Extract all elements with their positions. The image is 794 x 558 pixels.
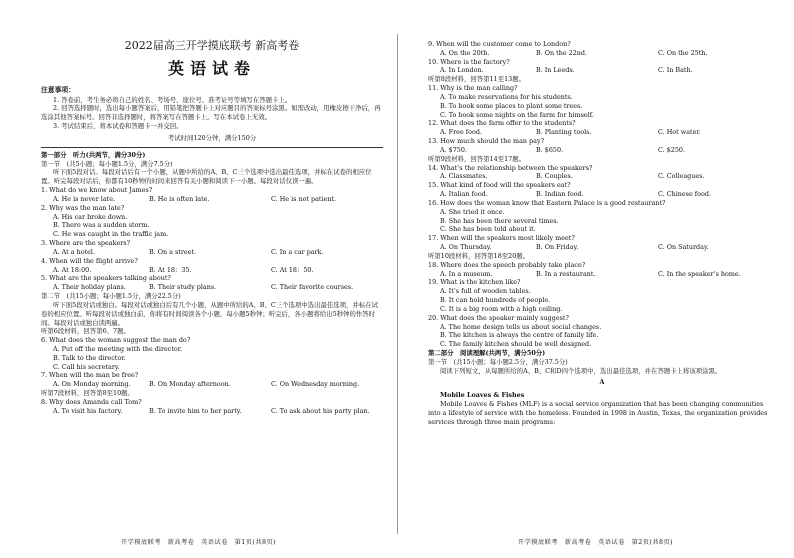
answer-option: A. $750. — [440, 145, 467, 154]
answer-option: C. Chinese food. — [658, 190, 711, 199]
exam-title: 2022届高三开学摸底联考 新高考卷 — [124, 39, 300, 52]
question — [41, 204, 383, 239]
notice-item: 3. 考试结束后，将本试卷和答题卡一并交回。 — [53, 122, 183, 131]
answer-option: C. On Wednesday morning. — [271, 380, 360, 389]
answer-option: C. To book some nights on the farm for himself. — [440, 110, 594, 119]
answer-option: B. To book some places to plant some trees. — [440, 101, 583, 110]
answer-option: C. In the speaker’s home. — [658, 269, 741, 278]
answer-option: C. Colleagues. — [658, 172, 705, 181]
answer-option: A. On Thursday. — [440, 243, 492, 252]
answer-option: C. He was caught in the traffic jam. — [53, 230, 169, 239]
answer-option: B. Their study plans. — [149, 283, 217, 292]
answer-option: A. He is never late. — [53, 194, 116, 203]
answer-option: B. On Monday afternoon. — [149, 380, 231, 389]
options-row — [428, 172, 776, 181]
options-row — [428, 49, 776, 58]
question-stem: 9. When will the customer come to London? — [428, 40, 571, 48]
question-stem: 15. What kind of food will the speakers eat? — [428, 181, 571, 190]
answer-option: A. To make reservations for his students. — [440, 92, 573, 101]
answer-option: B. At 18：35. — [149, 265, 192, 274]
question-stem: 14. What’s the relationship between the speakers? — [428, 163, 593, 172]
notice-block — [41, 86, 383, 143]
answer-option: C. Call his secretary. — [53, 362, 120, 371]
answer-option: B. On a street. — [149, 247, 197, 256]
options-row — [428, 146, 776, 155]
answer-option: A. The home design tells us about social changes. — [440, 322, 602, 331]
answer-option: C. On the 25th. — [658, 48, 708, 57]
question — [428, 164, 776, 182]
passage-title: Mobile Loaves & Fishes — [440, 391, 525, 400]
answer-option: C. Hot water. — [658, 128, 701, 137]
notice-item: 2. 回答选择题时，选出每小题答案后，用铅笔把答题卡上对应题目的答案标号涂黑。如需改动，用橡皮擦干净后，再选涂其他答案标号。回答非选择题时，将答案写在答题卡上。写在本试卷上无效。 — [41, 104, 381, 122]
question — [428, 199, 776, 234]
answer-option: A. Italian food. — [440, 190, 488, 199]
answer-option: B. On the 22nd. — [536, 48, 588, 57]
answer-option: C. On Saturday. — [658, 243, 709, 252]
page-right — [397, 0, 794, 558]
question-stem: 4. When will the flight arrive? — [41, 256, 138, 265]
answer-option: A. On Monday morning. — [53, 380, 131, 389]
question — [41, 398, 383, 416]
question-stem: 2. Why was the man late? — [41, 203, 125, 212]
dialog-instruction: 听第6段材料，回答第6、7题。 — [41, 327, 130, 336]
answer-option: B. It can hold hundreds of people. — [440, 296, 551, 305]
dialog-instruction: 听第9段材料，回答第14至17题。 — [428, 154, 526, 163]
answer-option: A. Put off the meeting with the director. — [53, 344, 183, 353]
answer-option: A. On the 20th. — [440, 48, 490, 57]
question-stem: 6. What does the woman suggest the man do? — [41, 336, 191, 345]
part2-heading: 第二部分 阅读理解(共两节，满分50分) — [428, 348, 546, 357]
answer-option: C. In a car park. — [271, 247, 324, 256]
options-row — [428, 66, 776, 75]
exam-info: 考试时间120分钟，满分150分 — [167, 133, 257, 142]
dialog-instruction: 听第7段材料，回答第8至10题。 — [41, 389, 134, 398]
answer-option: C. $250. — [658, 145, 686, 154]
question — [428, 314, 776, 349]
options-row — [428, 128, 776, 137]
answer-option: C. Their favorite courses. — [271, 283, 354, 292]
question — [41, 371, 383, 389]
question — [428, 261, 776, 279]
question-stem: 7. When will the man be free? — [41, 371, 139, 380]
answer-option: C. He is not patient. — [271, 194, 337, 203]
question — [428, 181, 776, 199]
answer-option: C. It is a big room with a high ceiling. — [440, 304, 563, 313]
section1-intro: 听下面5段对话。每段对话后有一个小题，从题中所给的A、B、C三个选项中选出最佳选项，并标在试卷的相应位置。听完每段对话后，你都有10秒钟的时间来回答有关小题和阅读下一小题。每段对话仅读一遍。 — [41, 168, 372, 186]
answer-option: C. To ask about his party plan. — [271, 406, 370, 415]
options-row — [41, 195, 383, 204]
answer-option: C. She has been told about it. — [440, 225, 536, 234]
answer-option: A. She tried it once. — [440, 207, 505, 216]
answer-option: B. Talk to the director. — [53, 353, 126, 362]
part2-intro: 阅读下列短文，从每题所给的A、B、C和D四个选项中，选出最佳选项，并在答题卡上将该项涂黑。 — [440, 366, 722, 375]
answer-option: A. It’s full of wooden tables. — [440, 287, 531, 296]
question-stem: 20. What does the speaker mainly suggest? — [428, 313, 569, 322]
passage-letter: A — [599, 378, 605, 387]
answer-option: C. The family kitchen should be well designed. — [440, 340, 592, 349]
answer-option: C. At 18：50. — [271, 265, 314, 274]
subject-title: 英语试卷 — [167, 59, 256, 79]
separator-line — [41, 147, 383, 148]
question-stem: 12. What does the farm offer to the students? — [428, 119, 576, 128]
question-stem: 17. When will the speakers most likely meet? — [428, 234, 575, 243]
options-row — [41, 248, 383, 257]
answer-option: B. Indian food. — [536, 190, 584, 199]
options-row — [41, 380, 383, 389]
page-footer: 开学摸底联考 新高考卷 英语试卷 第1页(共8页) — [120, 539, 277, 547]
options-row — [428, 243, 776, 252]
answer-option: B. On Friday. — [536, 243, 579, 252]
question-list — [41, 398, 383, 416]
question-stem: 8. Why does Amanda call Tom? — [41, 397, 142, 406]
question — [428, 40, 776, 58]
options-row — [41, 407, 383, 416]
section1-heading: 第一节 (共5小题；每小题1.5分，满分7.5分) — [41, 159, 173, 168]
question-stem: 10. Where is the factory? — [428, 57, 510, 66]
question — [428, 119, 776, 137]
answer-option: B. To invite him to her party. — [149, 406, 242, 415]
question-stem: 1. What do we know about James? — [41, 186, 153, 195]
answer-option: B. In Leeds. — [536, 66, 575, 75]
answer-option: A. Their holiday plans. — [53, 283, 126, 292]
options-row — [428, 270, 776, 279]
part1-heading: 第一部分 听力(共两节，满分30分) — [41, 150, 146, 159]
section2-intro: 听下面5段对话或独白。每段对话或独白后有几个小题，从题中所给的A、B、C三个选项中选出最佳选项，并标在试卷的相应位置。听每段对话或独白前，你将有时间阅读各个小题，每小题5秒钟；听完后，各小题将给出5秒钟的作答时间。每段对话或独白读两遍。 — [41, 300, 379, 327]
notice-item: 1. 答卷前，考生务必将自己的姓名、考场号、座位号、准考证号等填写在答题卡上。 — [53, 95, 292, 104]
notice-heading: 注意事项： — [41, 86, 75, 95]
options-row — [41, 266, 383, 275]
answer-option: A. In London. — [440, 66, 484, 75]
answer-option: B. Planting tools. — [536, 128, 592, 137]
answer-option: B. In a restaurant. — [536, 269, 596, 278]
question — [428, 278, 776, 313]
answer-option: B. She has been there several times. — [440, 216, 559, 225]
page-footer: 开学摸底联考 新高考卷 英语试卷 第2页(共8页) — [517, 539, 674, 547]
question-list — [41, 336, 383, 389]
question-stem: 19. What is the kitchen like? — [428, 278, 521, 287]
answer-option: A. Free food. — [440, 128, 482, 137]
question-stem: 18. Where does the speech probably take place? — [428, 260, 586, 269]
dialog-instruction: 听第10段材料，回答第18至20题。 — [428, 251, 530, 260]
question-stem: 11. Why is the man calling? — [428, 84, 518, 93]
question — [41, 186, 383, 204]
question-list — [41, 186, 383, 292]
answer-option: B. There was a sudden storm. — [53, 221, 150, 230]
question-stem: 16. How does the woman know that Eastern Palace is a good restaurant? — [428, 198, 666, 207]
question — [428, 234, 776, 252]
answer-option: B. He is often late. — [149, 194, 210, 203]
part2-section1-heading: 第一节 (共15小题；每小题2.5分，满分37.5分) — [428, 357, 568, 366]
passage-text: Mobile Loaves & Fishes (MLF) is a social service organization that has been changing communities into a lifestyle of service with the homeless. Founded in 1998 in Austin, Texas, the organization provides services through three main programs: — [428, 400, 768, 426]
answer-option: C. In Bath. — [658, 66, 693, 75]
answer-option: B. Couples. — [536, 172, 573, 181]
question — [428, 84, 776, 119]
options-row — [41, 283, 383, 292]
question — [41, 257, 383, 275]
question-stem: 3. Where are the speakers? — [41, 239, 131, 248]
question — [41, 274, 383, 292]
section2-heading: 第二节 (共15小题；每小题1.5分，满分22.5分) — [41, 292, 181, 301]
answer-option: A. His car broke down. — [53, 212, 128, 221]
answer-option: A. In a museum. — [440, 269, 493, 278]
question — [41, 336, 383, 371]
dialog-instruction: 听第8段材料，回答第11至13题。 — [428, 75, 526, 84]
question-list — [428, 40, 776, 349]
answer-option: A. To visit his factory. — [53, 406, 123, 415]
answer-option: A. At 18:00. — [53, 265, 92, 274]
question-stem: 5. What are the speakers talking about? — [41, 274, 171, 283]
answer-option: A. At a hotel. — [53, 247, 96, 256]
question — [428, 137, 776, 155]
question — [428, 58, 776, 76]
answer-option: B. The kitchen is always the centre of family life. — [440, 331, 599, 340]
question — [41, 239, 383, 257]
answer-option: B. $650. — [536, 145, 564, 154]
answer-option: A. Classmates. — [440, 172, 488, 181]
options-row — [428, 190, 776, 199]
question-stem: 13. How much should the man pay? — [428, 137, 544, 146]
